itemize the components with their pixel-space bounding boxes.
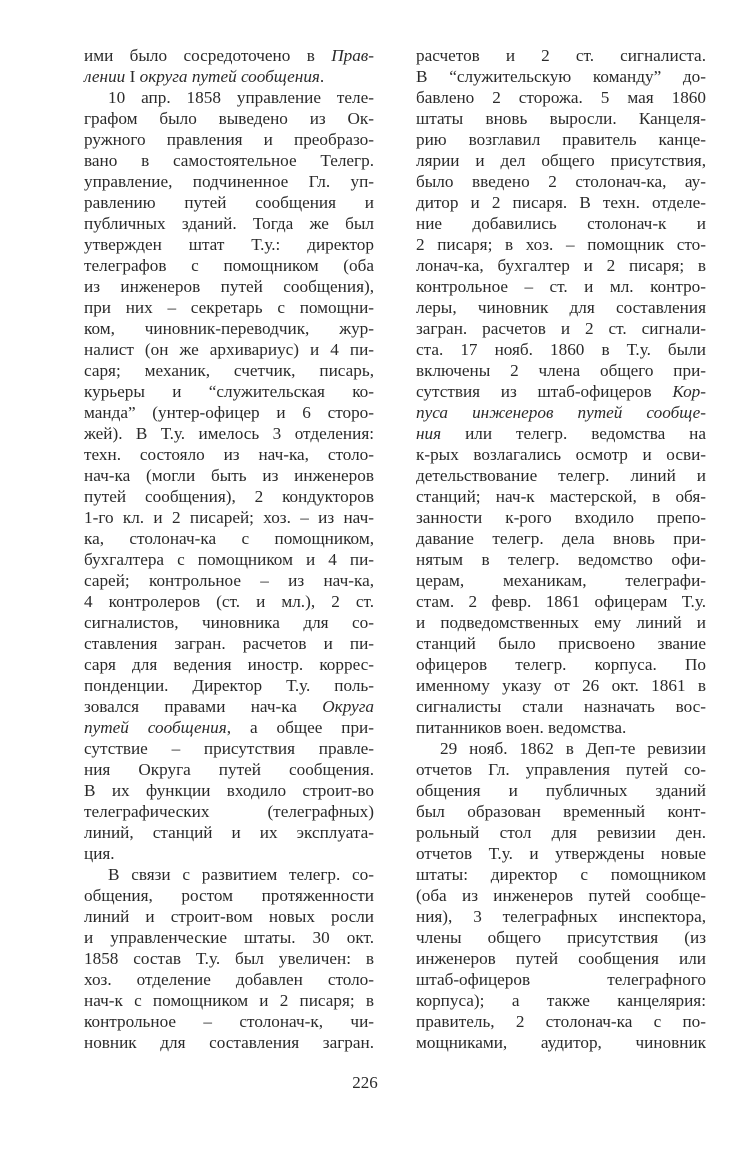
page-number: 226	[352, 1073, 378, 1092]
text-segment: отчетов Гл. управления путей со-	[416, 760, 706, 779]
text-segment: равлению путей сообщения и	[84, 193, 374, 212]
text-line	[84, 528, 374, 549]
text-line	[84, 1011, 374, 1032]
text-segment: члены общего присутствия (из	[416, 928, 706, 947]
text-line	[84, 276, 374, 297]
italic-text: Кор-	[672, 382, 706, 401]
italic-text: ния	[416, 424, 442, 443]
italic-text: путей сообщения	[84, 718, 227, 737]
text-segment: графом было выведено из Ок-	[84, 109, 374, 128]
text-segment: управление, подчиненное Гл. уп-	[84, 172, 374, 191]
text-line	[416, 801, 706, 822]
text-segment: зовался правами нач-ка	[84, 697, 323, 716]
text-line	[416, 423, 706, 444]
text-segment: общения, ростом протяженности	[84, 886, 374, 905]
text-segment: , а общее при-	[226, 718, 374, 737]
text-line	[84, 192, 374, 213]
text-segment: путей сообщения), 2 кондукторов	[84, 487, 374, 506]
text-line	[84, 927, 374, 948]
text-line	[84, 108, 374, 129]
text-segment: занности к-рого входило препо-	[416, 508, 706, 527]
text-line	[84, 696, 374, 717]
text-line	[84, 612, 374, 633]
text-segment: сарей; контрольное – из нач-ка,	[84, 571, 374, 590]
text-segment: было введено 2 столонач-ка, ау-	[416, 172, 706, 191]
text-line	[416, 612, 706, 633]
text-segment: вано в самостоятельное Телегр.	[84, 151, 374, 170]
text-segment: станций было присвоено звание	[416, 634, 706, 653]
text-line	[416, 87, 706, 108]
text-segment: 1-го кл. и 2 писарей; хоз. – из нач-	[84, 508, 374, 527]
text-line	[84, 423, 374, 444]
text-segment: В связи с развитием телегр. со-	[108, 865, 374, 884]
text-line	[84, 444, 374, 465]
text-line	[84, 234, 374, 255]
italic-text: округа путей сообщения	[139, 67, 320, 86]
text-line	[84, 360, 374, 381]
text-segment: штаб-офицеров телеграфного	[416, 970, 706, 989]
text-line	[416, 360, 706, 381]
text-line	[84, 381, 374, 402]
text-line	[416, 486, 706, 507]
text-line	[84, 150, 374, 171]
text-line	[84, 339, 374, 360]
text-line	[416, 969, 706, 990]
text-segment: ружного правления и преобразо-	[84, 130, 374, 149]
text-line	[416, 549, 706, 570]
text-line	[416, 381, 706, 402]
text-line	[416, 843, 706, 864]
text-segment: ния), 3 телеграфных инспектора,	[416, 907, 706, 926]
text-line	[84, 633, 374, 654]
text-line	[416, 171, 706, 192]
text-line	[84, 66, 374, 87]
text-segment: новник для составления загран.	[84, 1033, 374, 1052]
text-segment: общения и публичных зданий	[416, 781, 706, 800]
text-line	[84, 675, 374, 696]
italic-text: пуса инженеров путей сообще-	[416, 403, 706, 422]
text-segment: давание телегр. дела вновь при-	[416, 529, 706, 548]
italic-text: лении	[84, 67, 126, 86]
text-segment: загран. расчетов и 2 ст. сигнали-	[416, 319, 706, 338]
text-line	[416, 717, 706, 738]
text-line	[84, 549, 374, 570]
text-line	[416, 444, 706, 465]
text-line	[84, 969, 374, 990]
text-line	[84, 864, 374, 885]
text-line	[84, 486, 374, 507]
text-line	[84, 402, 374, 423]
text-line	[84, 906, 374, 927]
text-column-right	[416, 45, 706, 1053]
text-segment: ния Округа путей сообщения.	[84, 760, 374, 779]
text-segment: детельствование телегр. линий и	[416, 466, 706, 485]
text-segment: лярии и дел общего присутствия,	[416, 151, 706, 170]
text-segment: дитор и 2 писаря. В техн. отделе-	[416, 193, 706, 212]
text-line	[416, 822, 706, 843]
text-line	[416, 255, 706, 276]
text-line	[84, 570, 374, 591]
text-line	[416, 696, 706, 717]
text-segment: корпуса); а также канцелярия:	[416, 991, 706, 1010]
text-segment: питанников воен. ведомства.	[416, 718, 627, 737]
text-line	[84, 591, 374, 612]
text-segment: правитель, 2 столонач-ка с по-	[416, 1012, 706, 1031]
text-segment: .	[319, 67, 325, 86]
text-segment: бавлено 2 сторожа. 5 мая 1860	[416, 88, 706, 107]
text-segment: В их функции входило строит-во	[84, 781, 374, 800]
text-line	[416, 318, 706, 339]
text-line	[84, 255, 374, 276]
text-segment: ние добавились столонач-к и	[416, 214, 706, 233]
text-segment: хоз. отделение добавлен столо-	[84, 970, 374, 989]
text-line	[84, 318, 374, 339]
text-segment: ком, чиновник-переводчик, жур-	[84, 319, 374, 338]
text-segment: церам, механикам, телеграфи-	[416, 571, 706, 590]
text-segment: сутствие – присутствия правле-	[84, 739, 374, 758]
text-segment: 29 нояб. 1862 в Деп-те ревизии	[440, 739, 706, 758]
text-line	[84, 129, 374, 150]
text-segment: налист (он же архивариус) и 4 пи-	[84, 340, 374, 359]
text-column-left	[84, 45, 374, 1053]
text-line	[416, 108, 706, 129]
text-segment: сигналисты стали назначать вос-	[416, 697, 706, 716]
text-segment: инженеров путей сообщения или	[416, 949, 706, 968]
text-segment: станций; нач-к мастерской, в обя-	[416, 487, 706, 506]
text-segment: ими было сосредоточено в	[84, 46, 332, 65]
text-segment: стам. 2 февр. 1861 офицерам Т.у.	[416, 592, 706, 611]
text-line	[84, 717, 374, 738]
text-segment: именному указу от 26 окт. 1861 в	[416, 676, 706, 695]
text-line	[416, 675, 706, 696]
text-segment: бухгалтера с помощником и 4 пи-	[84, 550, 374, 569]
text-segment: при них – секретарь с помощни-	[84, 298, 374, 317]
text-segment: ция.	[84, 844, 115, 863]
text-line	[84, 822, 374, 843]
text-segment: техн. состояло из нач-ка, столо-	[84, 445, 374, 464]
text-line	[416, 738, 706, 759]
text-line	[416, 297, 706, 318]
text-line	[84, 1032, 374, 1053]
text-segment: нач-к с помощником и 2 писаря; в	[84, 991, 374, 1010]
text-segment: офицеров телегр. корпуса. По	[416, 655, 706, 674]
text-line	[84, 87, 374, 108]
text-segment: 1858 состав Т.у. был увеличен: в	[84, 949, 374, 968]
text-line	[416, 1011, 706, 1032]
text-line	[84, 780, 374, 801]
italic-text: Округа	[322, 697, 374, 716]
text-line	[84, 885, 374, 906]
text-line	[416, 759, 706, 780]
text-line	[416, 507, 706, 528]
text-segment: манда” (унтер-офицер и 6 сторо-	[84, 403, 374, 422]
text-segment: ста. 17 нояб. 1860 в Т.у. были	[416, 340, 706, 359]
text-segment: публичных зданий. Тогда же был	[84, 214, 374, 233]
text-segment: понденции. Директор Т.у. поль-	[84, 676, 374, 695]
text-segment: и подведомственных ему линий и	[416, 613, 706, 632]
text-line	[84, 801, 374, 822]
text-line	[416, 192, 706, 213]
text-segment: саря; механик, счетчик, писарь,	[84, 361, 374, 380]
text-line	[416, 528, 706, 549]
text-segment: расчетов и 2 ст. сигналиста.	[416, 46, 706, 65]
text-line	[416, 465, 706, 486]
text-line	[416, 654, 706, 675]
text-line	[416, 66, 706, 87]
text-segment: из инженеров путей сообщения),	[84, 277, 374, 296]
text-segment: (оба из инженеров путей сообще-	[416, 886, 706, 905]
text-line	[416, 927, 706, 948]
text-line	[416, 150, 706, 171]
text-segment: рию возглавил правитель канце-	[416, 130, 706, 149]
text-line	[416, 234, 706, 255]
text-segment: сутствия из штаб-офицеров	[416, 382, 673, 401]
text-segment: рольный стол для ревизии ден.	[416, 823, 706, 842]
text-line	[416, 402, 706, 423]
text-line	[416, 864, 706, 885]
text-segment: штаты вновь выросли. Канцеля-	[416, 109, 706, 128]
text-line	[416, 990, 706, 1011]
text-segment: утвержден штат Т.у.: директор	[84, 235, 374, 254]
text-segment: мощниками, аудитор, чиновник	[416, 1033, 706, 1052]
text-segment: ставления загран. расчетов и пи-	[84, 634, 374, 653]
text-line	[416, 1032, 706, 1053]
text-segment: жей). В Т.у. имелось 3 отделения:	[84, 424, 374, 443]
text-line	[416, 570, 706, 591]
text-segment: штаты: директор с помощником	[416, 865, 706, 884]
text-line	[84, 759, 374, 780]
text-line	[416, 213, 706, 234]
text-line	[416, 339, 706, 360]
text-segment: 4 контролеров (ст. и мл.), 2 ст.	[84, 592, 374, 611]
text-line	[84, 171, 374, 192]
text-segment: отчетов Т.у. и утверждены новые	[416, 844, 706, 863]
text-line	[416, 780, 706, 801]
text-line	[416, 45, 706, 66]
text-segment: или телегр. ведомства на	[441, 424, 706, 443]
text-line	[416, 948, 706, 969]
text-segment: ка, столонач-ка с помощником,	[84, 529, 374, 548]
text-line	[416, 129, 706, 150]
text-segment: телеграфов с помощником (оба	[84, 256, 374, 275]
text-line	[84, 843, 374, 864]
text-line	[84, 297, 374, 318]
text-segment: I	[125, 67, 140, 86]
text-line	[84, 654, 374, 675]
text-segment: линий и строит-вом новых росли	[84, 907, 374, 926]
text-line	[84, 213, 374, 234]
text-segment: В “служительскую команду” до-	[416, 67, 706, 86]
text-segment: леры, чиновник для составления	[416, 298, 706, 317]
text-line	[84, 45, 374, 66]
text-line	[416, 906, 706, 927]
text-line	[416, 885, 706, 906]
text-line	[416, 591, 706, 612]
text-line	[84, 738, 374, 759]
text-segment: к-рых возлагались осмотр и осви-	[416, 445, 706, 464]
text-segment: нач-ка (могли быть из инженеров	[84, 466, 374, 485]
text-segment: сигналистов, чиновника для со-	[84, 613, 374, 632]
text-segment: лонач-ка, бухгалтер и 2 писаря; в	[416, 256, 706, 275]
text-segment: курьеры и “служительская ко-	[84, 382, 374, 401]
text-segment: телеграфических (телеграфных)	[84, 802, 374, 821]
text-segment: 2 писаря; в хоз. – помощник сто-	[416, 235, 706, 254]
text-line	[84, 948, 374, 969]
italic-text: Прав-	[331, 46, 374, 65]
text-segment: контрольное – столонач-к, чи-	[84, 1012, 374, 1031]
text-segment: линий, станций и их эксплуата-	[84, 823, 374, 842]
text-line	[416, 633, 706, 654]
text-line	[416, 276, 706, 297]
text-segment: 10 апр. 1858 управление теле-	[108, 88, 374, 107]
text-segment: и управленческие штаты. 30 окт.	[84, 928, 374, 947]
text-segment: саря для ведения иностр. коррес-	[84, 655, 374, 674]
text-line	[84, 507, 374, 528]
text-segment: нятым в телегр. ведомство офи-	[416, 550, 706, 569]
text-line	[84, 990, 374, 1011]
text-segment: контрольное – ст. и мл. контро-	[416, 277, 706, 296]
text-segment: был образован временный конт-	[416, 802, 706, 821]
text-line	[84, 465, 374, 486]
text-segment: включены 2 члена общего при-	[416, 361, 706, 380]
